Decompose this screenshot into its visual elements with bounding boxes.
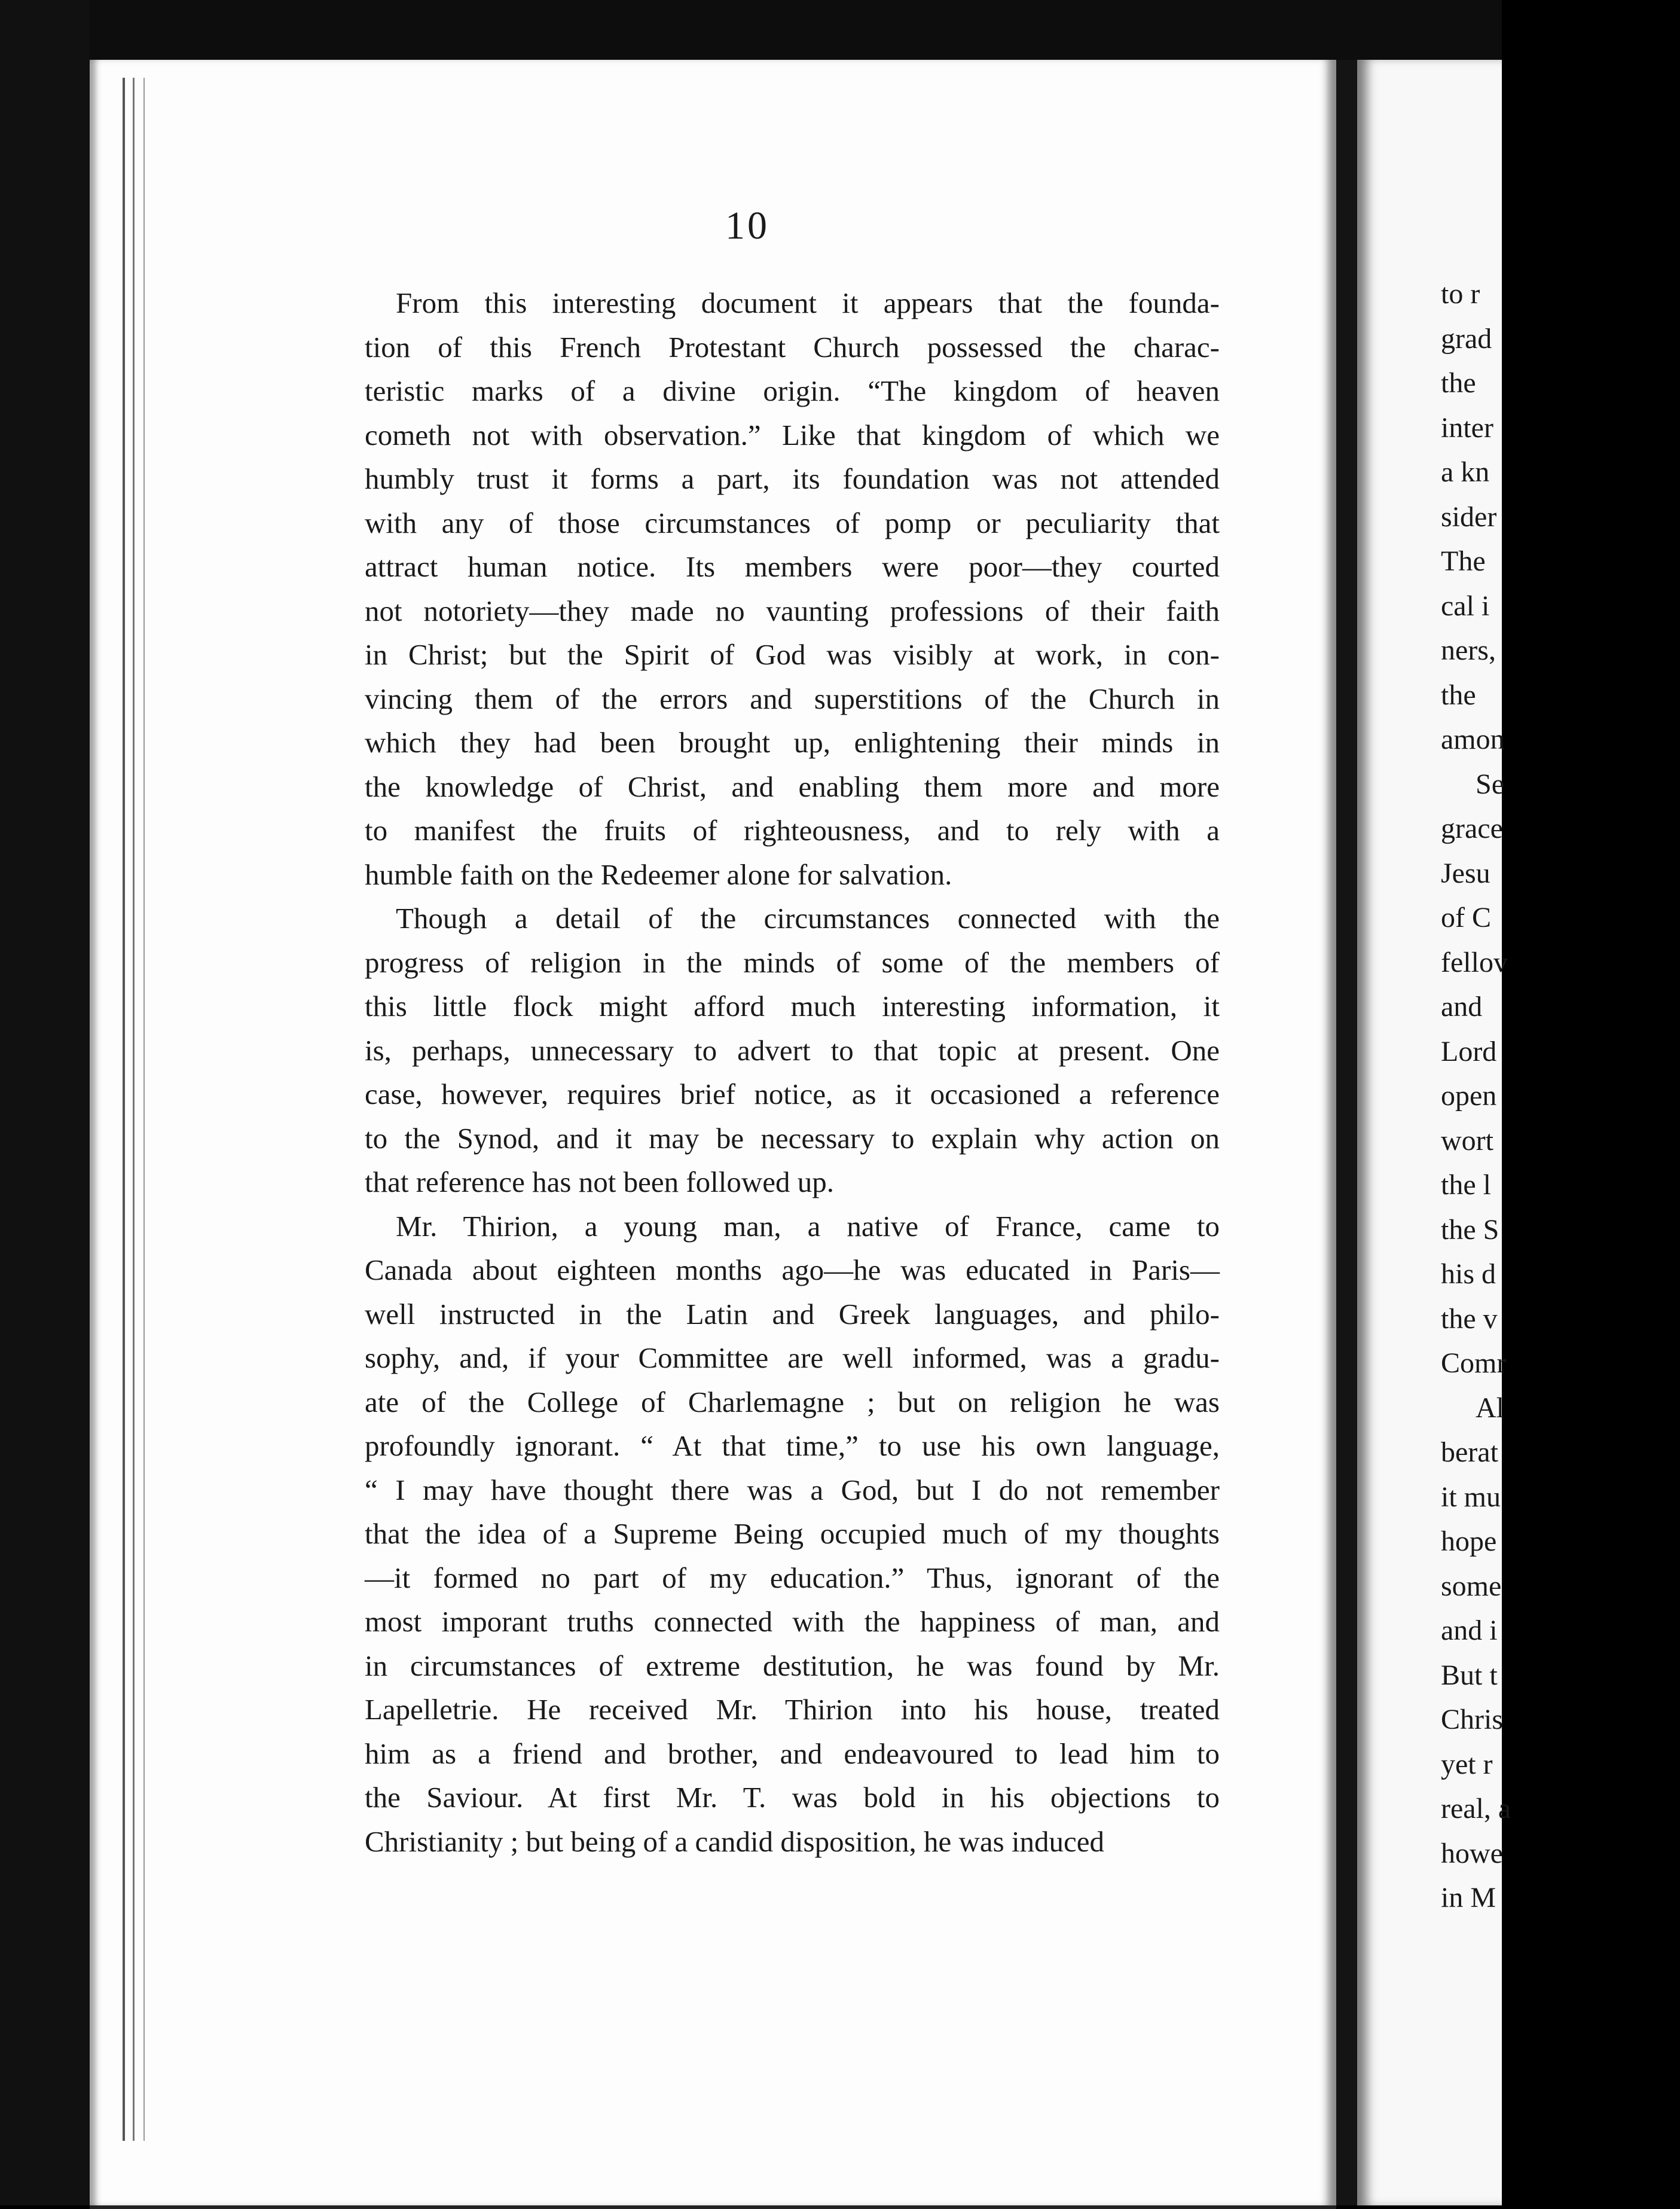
text-line: in Christ; but the Spirit of God was visibly at work, in con- xyxy=(365,638,1220,671)
facing-page-line: grace xyxy=(1441,813,1503,844)
text-line: From this interesting document it appears that the founda- xyxy=(396,286,1220,319)
facing-page-line: cal i xyxy=(1441,590,1490,622)
facing-page-line: Al xyxy=(1476,1392,1504,1424)
facing-page-line: berat xyxy=(1441,1436,1498,1468)
binding-line xyxy=(143,78,145,2141)
text-line: Lapelletrie. He received Mr. Thirion into his house, treated xyxy=(365,1693,1220,1726)
text-line: progress of religion in the minds of some of the members of xyxy=(365,945,1220,979)
text-line: this little flock might afford much interesting information, it xyxy=(365,990,1220,1023)
text-line: most imporant truths connected with the happiness of man, and xyxy=(365,1605,1220,1638)
text-line: —it formed no part of my education.” Thus, ignorant of the xyxy=(365,1561,1220,1594)
facing-page-line: wort xyxy=(1441,1124,1493,1157)
text-line: sophy, and, if your Committee are well informed, was a gradu- xyxy=(365,1341,1220,1374)
facing-page-line: and i xyxy=(1441,1615,1498,1646)
facing-page-line: Comr xyxy=(1441,1347,1507,1379)
text-line: him as a friend and brother, and endeavoured to lead him to xyxy=(365,1737,1220,1770)
facing-page-text xyxy=(1441,272,1680,1921)
text-line: attract human notice. Its members were poor—they courted xyxy=(365,550,1220,583)
facing-page-line: it mu xyxy=(1441,1481,1501,1513)
binding-line xyxy=(133,78,135,2141)
text-line: humbly trust it forms a part, its foundation was not attended xyxy=(365,462,1220,495)
page-gutter xyxy=(1336,60,1357,2205)
facing-page-line: the l xyxy=(1441,1169,1491,1201)
paragraph xyxy=(365,1204,1220,1864)
text-line: case, however, requires brief notice, as it occasioned a reference xyxy=(365,1078,1220,1110)
text-line: teristic marks of a divine origin. “The kingdom of heaven xyxy=(365,374,1220,407)
text-line: well instructed in the Latin and Greek languages, and philo- xyxy=(365,1297,1220,1331)
facing-page-line: hope xyxy=(1441,1525,1497,1557)
text-line: the knowledge of Christ, and enabling them more and more xyxy=(365,770,1220,803)
text-line: to manifest the fruits of righteousness, and to rely with a xyxy=(365,814,1220,847)
text-line: is, perhaps, unnecessary to advert to that topic at present. One xyxy=(365,1033,1220,1067)
facing-page-line: real, a xyxy=(1441,1793,1511,1824)
binding-line xyxy=(123,78,125,2141)
text-line: “ I may have thought there was a God, but I do not remember xyxy=(365,1473,1220,1506)
text-line: profoundly ignorant. “ At that time,” to use his own language, xyxy=(365,1429,1220,1462)
facing-page-line: Se xyxy=(1476,768,1504,800)
facing-page-line: fellov xyxy=(1441,946,1508,978)
text-line: the Saviour. At first Mr. T. was bold in his objections to xyxy=(365,1781,1220,1814)
facing-page-line: to r xyxy=(1441,278,1480,310)
page-number: 10 xyxy=(725,204,769,248)
text-line: Christianity ; but being of a candid disposition, he was induced xyxy=(365,1824,1105,1858)
scan-left-border xyxy=(0,0,90,2205)
facing-page-line: and xyxy=(1441,991,1483,1023)
paragraph xyxy=(365,896,1220,1204)
facing-page-line: his d xyxy=(1441,1258,1496,1290)
facing-page-line: Lord xyxy=(1441,1035,1497,1067)
facing-page-line: amon xyxy=(1441,724,1505,755)
text-line: with any of those circumstances of pomp or peculiarity that xyxy=(365,506,1220,539)
body-text xyxy=(365,281,1220,1863)
facing-page-line: sider xyxy=(1441,501,1497,533)
scan-top-border xyxy=(0,0,1502,63)
facing-page-line: in M xyxy=(1441,1882,1496,1914)
facing-page-line: But t xyxy=(1441,1659,1498,1691)
facing-page-line: howe xyxy=(1441,1837,1503,1869)
text-line: which they had been brought up, enlightening their minds in xyxy=(365,726,1220,759)
text-line: that reference has not been followed up. xyxy=(365,1165,835,1198)
text-line: to the Synod, and it may be necessary to explain why action on xyxy=(365,1121,1220,1155)
facing-page-line: the xyxy=(1441,679,1476,711)
facing-page-line: Jesu xyxy=(1441,857,1490,889)
text-line: in circumstances of extreme destitution, he was found by Mr. xyxy=(365,1649,1220,1682)
facing-page-line: the xyxy=(1441,367,1476,399)
text-line: vincing them of the errors and superstitions of the Church in xyxy=(365,682,1220,715)
text-line: Mr. Thirion, a young man, a native of France, came to xyxy=(396,1209,1220,1243)
facing-page-line: Chris xyxy=(1441,1704,1504,1735)
facing-page-line: yet r xyxy=(1441,1748,1493,1780)
text-line: tion of this French Protestant Church possessed the charac- xyxy=(365,330,1220,364)
facing-page-line: inter xyxy=(1441,411,1493,444)
text-line: ate of the College of Charlemagne ; but on religion he was xyxy=(365,1385,1220,1418)
text-line: Though a detail of the circumstances connected with the xyxy=(396,902,1220,935)
text-line: that the idea of a Supreme Being occupied much of my thoughts xyxy=(365,1517,1220,1550)
facing-page-line: some xyxy=(1441,1570,1502,1602)
text-line: Canada about eighteen months ago—he was educated in Paris— xyxy=(365,1253,1220,1286)
facing-page-line: the S xyxy=(1441,1213,1499,1246)
paragraph xyxy=(365,281,1220,896)
facing-page-line: The xyxy=(1441,545,1486,577)
facing-page-line: ners, xyxy=(1441,634,1496,666)
facing-page-line: the v xyxy=(1441,1302,1498,1335)
text-line: not notoriety—they made no vaunting professions of their faith xyxy=(365,594,1220,627)
facing-page-line: grad xyxy=(1441,322,1492,355)
facing-page-line: open xyxy=(1441,1080,1497,1112)
text-line: humble faith on the Redeemer alone for salvation. xyxy=(365,858,952,891)
text-line: cometh not with observation.” Like that kingdom of which we xyxy=(365,418,1220,451)
facing-page-line: of C xyxy=(1441,902,1491,933)
facing-page-line: a kn xyxy=(1441,456,1490,488)
